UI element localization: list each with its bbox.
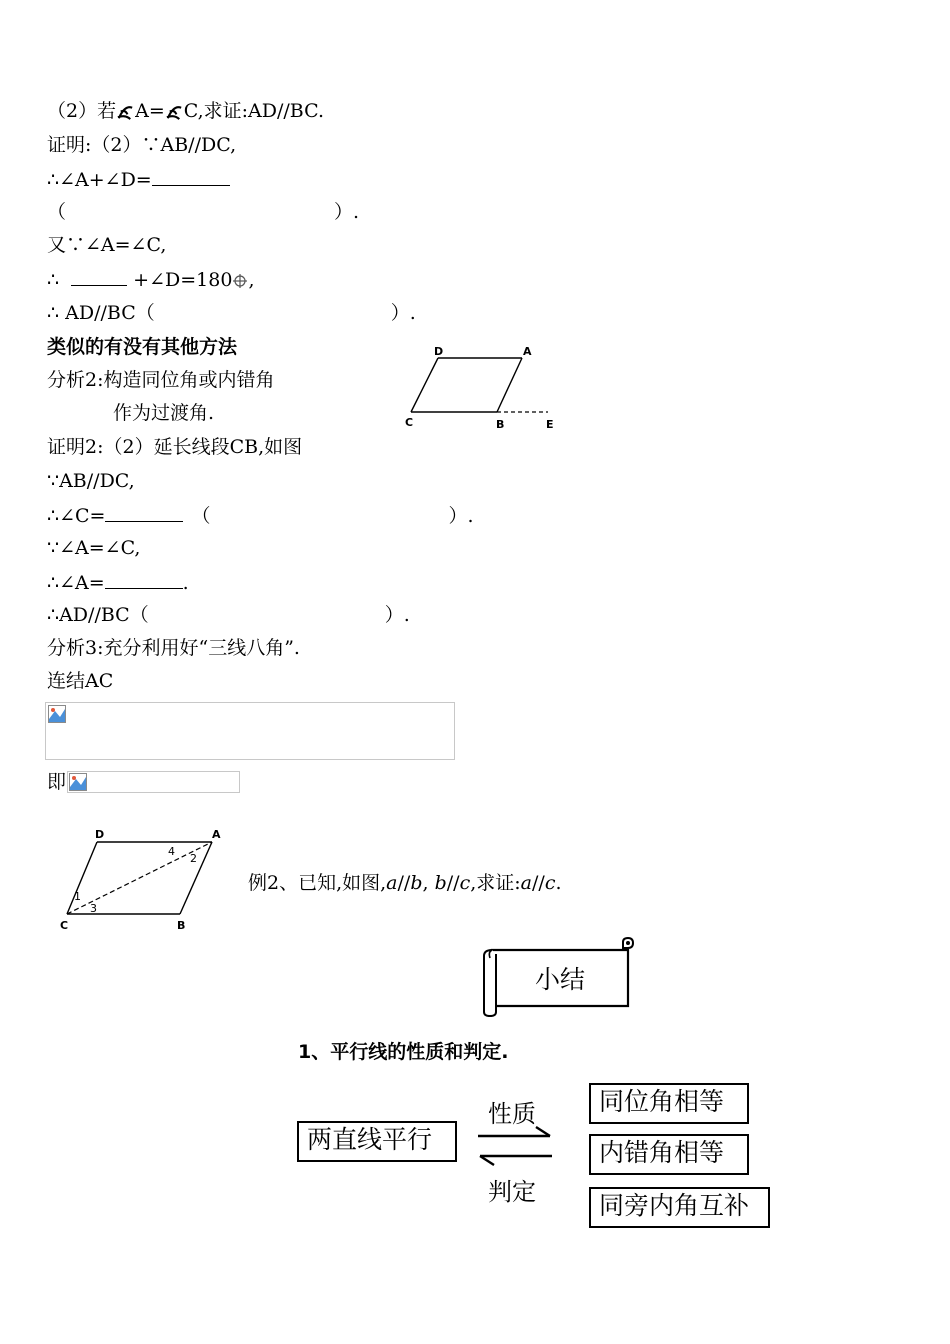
degree-glyph-icon xyxy=(232,273,248,289)
angle-symbol-icon xyxy=(116,103,135,122)
label-determination: 判定 xyxy=(488,1178,536,1206)
angle-1-label: 1 xyxy=(74,890,81,903)
proof-line: ∴ +∠D=180 , xyxy=(47,269,255,291)
analysis-2-cont: 作为过渡角. xyxy=(113,402,215,424)
proof-2-heading: 证明2:（2）延长线段CB,如图 xyxy=(47,436,303,458)
answer-blank[interactable] xyxy=(71,267,127,286)
label-d: D xyxy=(95,828,105,841)
proof-line: ∴∠C= （ ）. xyxy=(47,505,474,527)
label-e: E xyxy=(546,418,554,431)
angle-2-label: 2 xyxy=(190,852,197,865)
proof-line: ∵∠A=∠C, xyxy=(47,537,141,559)
proof-line: ∵AB//DC, xyxy=(47,470,135,492)
label-property: 性质 xyxy=(488,1100,536,1128)
box-alternate-angles: 内错角相等 xyxy=(589,1134,749,1175)
broken-image-icon xyxy=(69,773,87,791)
proof-line: ∴∠A+∠D= xyxy=(47,167,230,192)
box-corresponding-angles: 同位角相等 xyxy=(589,1083,749,1124)
double-arrow-icon xyxy=(474,1124,556,1166)
example-2: 例2、已知,如图,a//b, b//c,求证:a//c. xyxy=(248,872,562,894)
answer-blank[interactable] xyxy=(105,570,183,589)
proof-line: 又∵∠A=∠C, xyxy=(47,234,167,256)
label-a: A xyxy=(212,828,221,841)
parallelogram-shape xyxy=(411,358,522,412)
parallelogram-figure-1 xyxy=(400,342,565,434)
angle-3-label: 3 xyxy=(90,902,97,915)
proof-line: ∴∠A= . xyxy=(47,572,189,594)
label-b: B xyxy=(496,418,505,431)
broken-image-placeholder xyxy=(67,771,240,793)
scroll-title: 小结 xyxy=(534,965,586,994)
summary-item-1: 1、平行线的性质和判定. xyxy=(298,1041,509,1063)
line-question-2: （2）若 A= C,求证:AD//BC. xyxy=(47,100,325,122)
answer-blank[interactable] xyxy=(105,503,183,522)
proof-reason-line: （ ）. xyxy=(47,201,360,223)
label-d: D xyxy=(434,345,444,358)
label-c: C xyxy=(60,919,69,932)
proof-line: ∴AD//BC（ ）. xyxy=(47,604,410,626)
analysis-2: 分析2:构造同位角或内错角 xyxy=(47,369,275,391)
angle-symbol-icon xyxy=(165,103,184,122)
summary-scroll-banner xyxy=(478,936,640,1018)
broken-image-placeholder xyxy=(45,702,455,760)
proof-line: 证明:（2）∵AB//DC, xyxy=(47,134,237,156)
angle-4-label: 4 xyxy=(168,845,175,858)
label-b: B xyxy=(177,919,186,932)
ji-label: 即 xyxy=(47,771,67,793)
analysis-3: 分析3:充分利用好“三线八角”. xyxy=(47,637,300,659)
box-two-lines-parallel: 两直线平行 xyxy=(297,1121,457,1162)
answer-blank[interactable] xyxy=(152,167,230,186)
label-a: A xyxy=(523,345,532,358)
broken-image-icon xyxy=(48,705,66,723)
parallelogram-figure-2 xyxy=(52,824,230,936)
proof-line: ∴ AD//BC（ ）. xyxy=(47,302,416,324)
connect-ac: 连结AC xyxy=(47,670,114,692)
heading-other-methods: 类似的有没有其他方法 xyxy=(47,336,238,358)
label-c: C xyxy=(405,416,414,429)
box-co-interior-angles: 同旁内角互补 xyxy=(589,1187,770,1228)
